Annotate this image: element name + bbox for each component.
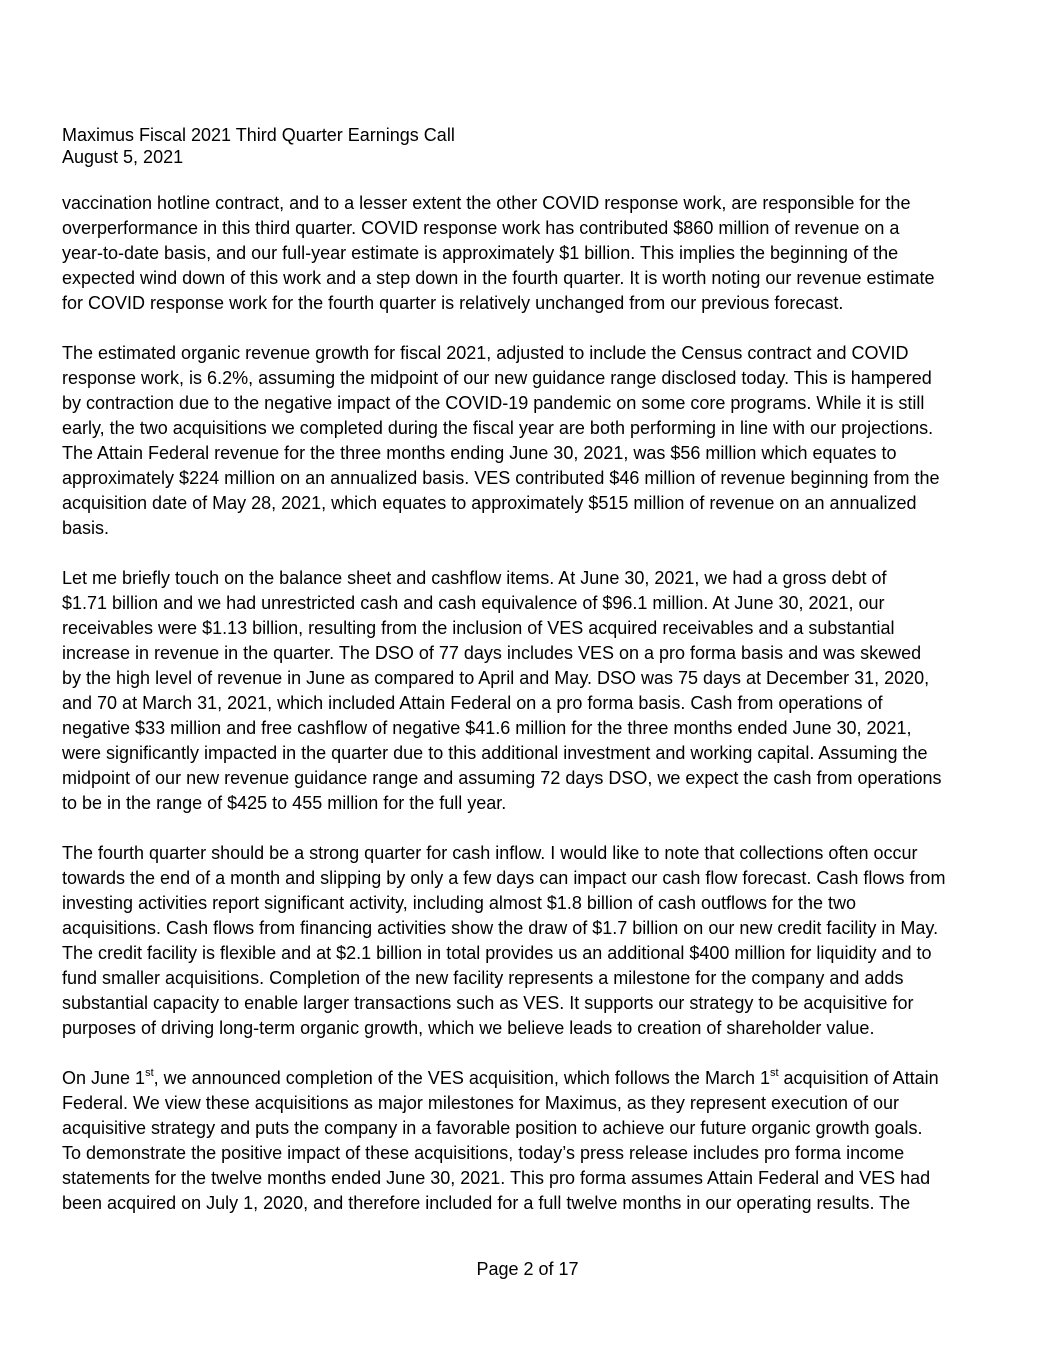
document-title: Maximus Fiscal 2021 Third Quarter Earnings Call [62,125,455,145]
paragraph-line: The fourth quarter should be a strong quarter for cash inflow. I would like to note that collections often occur [62,843,918,863]
document-date: August 5, 2021 [62,147,184,167]
paragraph-line: by the high level of revenue in June as compared to April and May. DSO was 75 days at December 31, 2020, [62,668,930,688]
paragraph-list [62,191,1002,1041]
paragraph-line: to be in the range of $425 to 455 million for the full year. [62,793,507,813]
paragraph-line: and 70 at March 31, 2021, which included Attain Federal on a pro forma basis. Cash from operations of [62,693,883,713]
paragraph-line: substantial capacity to enable larger transactions such as VES. It supports our strategy to be acquisitive for [62,993,914,1013]
paragraph-line: statements for the twelve months ended June 30, 2021. This pro forma assumes Attain Federal and VES had [62,1168,931,1188]
paragraph-line: acquisitions. Cash flows from financing activities show the draw of $1.7 billion on our new credit facility in May. [62,918,939,938]
text-run: , we announced completion of the VES acquisition, which follows the March 1 [153,1068,770,1088]
paragraph-line: purposes of driving long-term organic growth, which we believe leads to creation of shareholder value. [62,1018,875,1038]
paragraph-line: acquisition date of May 28, 2021, which equates to approximately $515 million of revenue on an annualized [62,493,917,513]
page-number: Page 2 of 17 [476,1259,579,1279]
paragraph-line: overperformance in this third quarter. COVID response work has contributed $860 million of revenue on a [62,218,900,238]
paragraph-line: Federal. We view these acquisitions as major milestones for Maximus, as they represent execution of our [62,1093,900,1113]
paragraph-line: midpoint of our new revenue guidance range and assuming 72 days DSO, we expect the cash from operations [62,768,942,788]
paragraph-line: response work, is 6.2%, assuming the midpoint of our new guidance range disclosed today. This is hampered [62,368,932,388]
paragraph-line: were significantly impacted in the quarter due to this additional investment and working capital. Assuming the [62,743,928,763]
paragraph-line: increase in revenue in the quarter. The DSO of 77 days includes VES on a pro forma basis and was skewed [62,643,922,663]
paragraph-line: The estimated organic revenue growth for fiscal 2021, adjusted to include the Census contract and COVID [62,343,909,363]
text-run: acquisition of Attain [778,1068,939,1088]
paragraph-line: negative $33 million and free cashflow of negative $41.6 million for the three months ended June 30, 2021, [62,718,912,738]
paragraph-line: towards the end of a month and slipping by only a few days can impact our cash flow forecast. Cash flows from [62,868,946,888]
ordinal-suffix: st [769,1067,779,1079]
paragraph-line: $1.71 billion and we had unrestricted cash and cash equivalence of $96.1 million. At June 30, 2021, our [62,593,885,613]
paragraph-line: vaccination hotline contract, and to a lesser extent the other COVID response work, are responsible for the [62,193,911,213]
paragraph-line: early, the two acquisitions we completed during the fiscal year are both performing in line with our projections. [62,418,934,438]
paragraph-line [62,1066,1002,1091]
paragraph-line: approximately $224 million on an annualized basis. VES contributed $46 million of revenue beginning from the [62,468,940,488]
paragraph-line: been acquired on July 1, 2020, and therefore included for a full twelve months in our operating results. The [62,1193,911,1213]
paragraph-line: receivables were $1.13 billion, resulting from the inclusion of VES acquired receivables and a substantial [62,618,895,638]
paragraph-line: Let me briefly touch on the balance sheet and cashflow items. At June 30, 2021, we had a gross debt of [62,568,887,588]
paragraph [62,566,1002,816]
document-header [62,124,455,168]
paragraph [62,191,1002,316]
paragraph-line: basis. [62,518,110,538]
paragraph [62,341,1002,541]
paragraph-line: The Attain Federal revenue for the three months ending June 30, 2021, was $56 million which equates to [62,443,897,463]
paragraph-line: The credit facility is flexible and at $2.1 billion in total provides us an additional $400 million for liquidity and to [62,943,932,963]
paragraph-line: fund smaller acquisitions. Completion of the new facility represents a milestone for the company and adds [62,968,904,988]
paragraph-line: expected wind down of this work and a step down in the fourth quarter. It is worth noting our revenue estimate [62,268,935,288]
text-run: On June 1 [62,1068,146,1088]
paragraph-line: year-to-date basis, and our full-year estimate is approximately $1 billion. This implies the beginning of the [62,243,899,263]
ordinal-suffix: st [145,1067,154,1079]
paragraph-acquisitions [62,1066,1002,1216]
document-body [62,191,1002,1241]
paragraph-line: investing activities report significant activity, including almost $1.8 billion of cash outflows for the two [62,893,857,913]
paragraph-line: To demonstrate the positive impact of these acquisitions, today’s press release includes pro forma income [62,1143,905,1163]
paragraph-line: by contraction due to the negative impact of the COVID-19 pandemic on some core programs. While it is still [62,393,925,413]
paragraph [62,841,1002,1041]
paragraph-line: for COVID response work for the fourth quarter is relatively unchanged from our previous forecast. [62,293,844,313]
paragraph-line: acquisitive strategy and puts the company in a favorable position to achieve our future organic growth goals. [62,1118,923,1138]
